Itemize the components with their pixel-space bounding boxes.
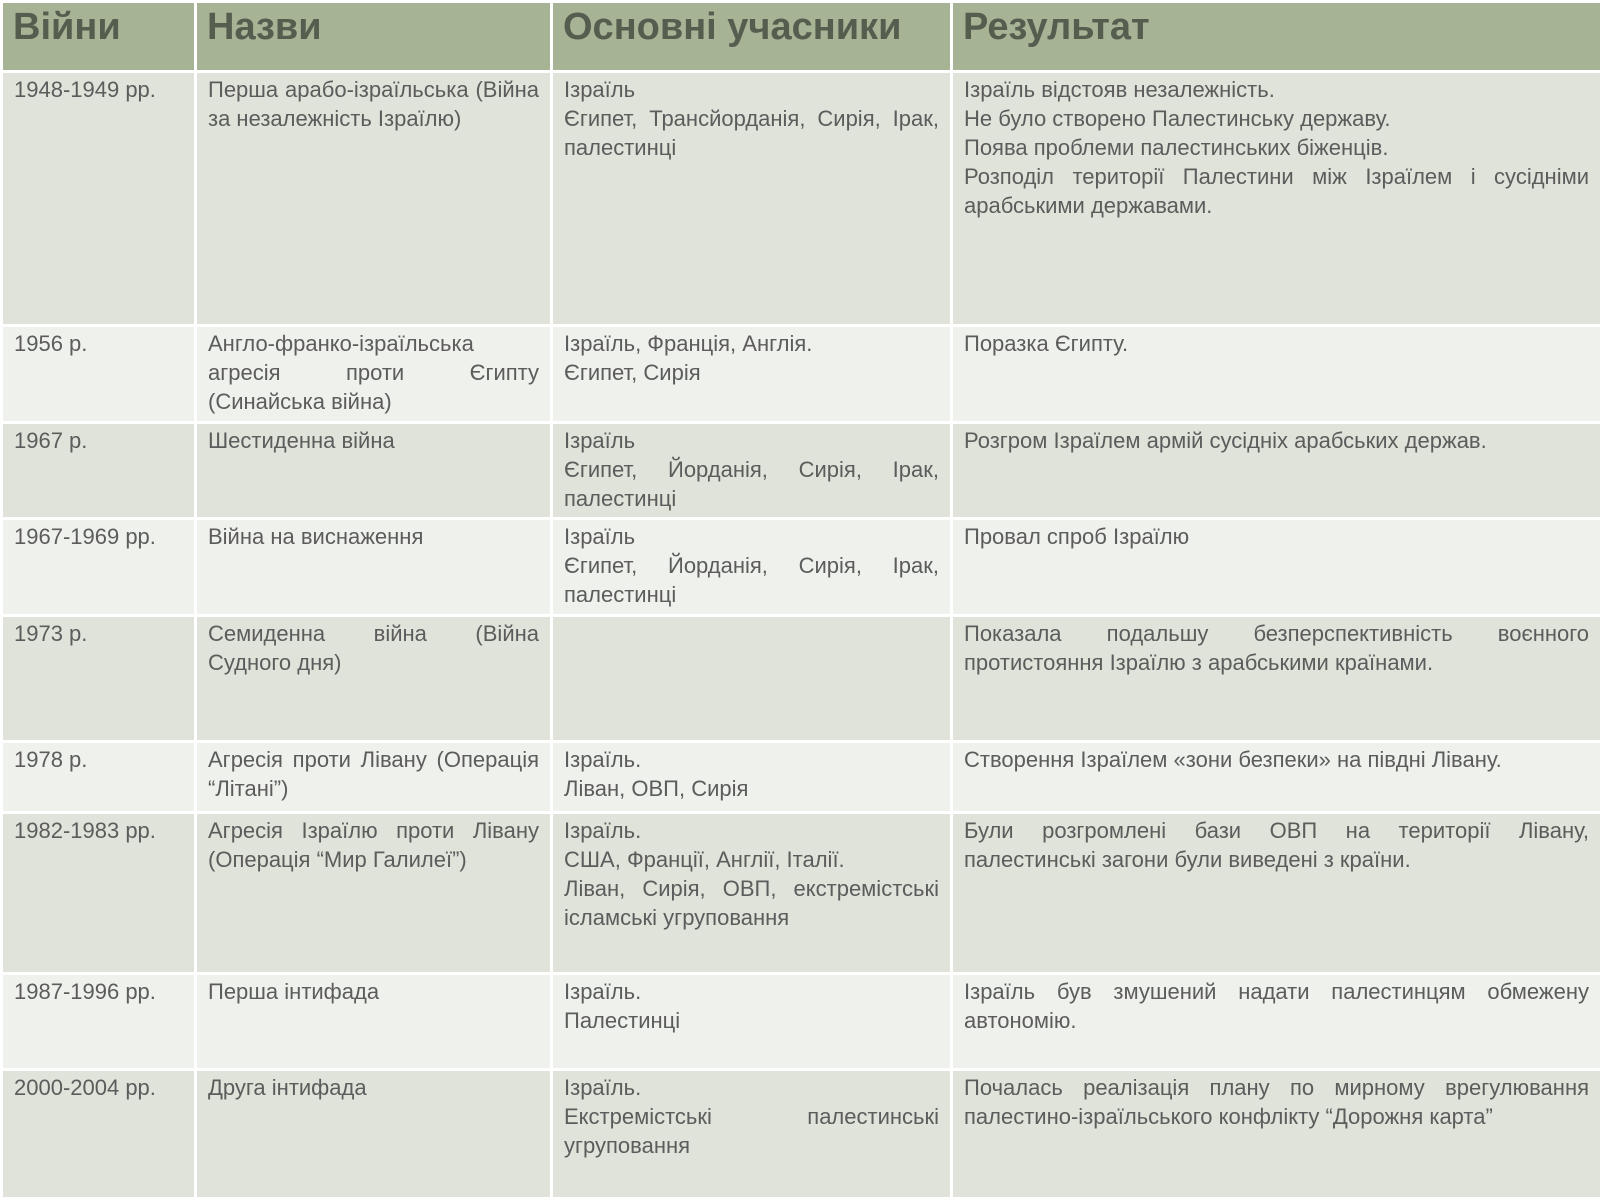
table-row	[2, 974, 1600, 1070]
result-line: Почалась реалізація плану по мирному врегулювання палестино-ізраїльського конфлікту “Дорожня карта”	[964, 1075, 1589, 1129]
result-line: Поява проблеми палестинських біженців.	[964, 135, 1389, 160]
table-row	[2, 742, 1600, 813]
participants-line: Ізраїль	[564, 428, 636, 453]
participants-line: Єгипет, Трансйорданія, Сирія, Ірак, палестинці	[564, 106, 939, 160]
participants-line: Ізраїль	[564, 77, 636, 102]
result-line: Розподіл території Палестини між Ізраїлем і сусідніми арабськими державами.	[964, 164, 1589, 218]
participants-line: Єгипет, Йорданія, Сирія, Ірак, палестинці	[564, 553, 939, 607]
result-line: Показала подальшу безперспективність воєнного протистояння Ізраїлю з арабськими країнами.	[964, 621, 1589, 675]
table-row	[2, 72, 1600, 326]
participants-line: Ліван, ОВП, Сирія	[564, 776, 749, 801]
name-cell: Агресія проти Лівану (Операція “Літані”)	[196, 742, 552, 813]
result-cell	[952, 519, 1600, 616]
result-cell	[952, 423, 1600, 519]
header-participants: Основні учасники	[552, 2, 952, 72]
result-cell	[952, 813, 1600, 974]
result-cell	[952, 742, 1600, 813]
result-cell	[952, 1070, 1600, 1199]
participants-line: Ізраїль.	[564, 979, 642, 1004]
participants-line: Ізраїль.	[564, 1075, 642, 1100]
name-cell: Війна на виснаження	[196, 519, 552, 616]
header-wars: Війни	[2, 2, 196, 72]
period-cell: 1967 р.	[2, 423, 196, 519]
period-cell: 1982-1983 рр.	[2, 813, 196, 974]
name-cell: Англо-франко-ізраїльська агресія проти Єгипту (Синайська війна)	[196, 326, 552, 423]
participants-cell	[552, 616, 952, 742]
participants-cell	[552, 742, 952, 813]
participants-line: США, Франції, Англії, Італії.	[564, 847, 845, 872]
participants-line: Ізраїль, Франція, Англія.	[564, 331, 813, 356]
participants-cell	[552, 1070, 952, 1199]
table-row	[2, 813, 1600, 974]
result-line: Ізраїль відстояв незалежність.	[964, 77, 1275, 102]
name-cell: Перша інтифада	[196, 974, 552, 1070]
result-line: Не було створено Палестинську державу.	[964, 106, 1391, 131]
participants-line: Ізраїль	[564, 524, 636, 549]
participants-line: Ізраїль.	[564, 818, 642, 843]
header-row	[2, 2, 1600, 72]
result-line: Створення Ізраїлем «зони безпеки» на півдні Лівану.	[964, 747, 1502, 772]
name-cell: Перша арабо-ізраїльська (Війна за незалежність Ізраїлю)	[196, 72, 552, 326]
result-cell	[952, 326, 1600, 423]
result-line: Ізраїль був змушений надати палестинцям обмежену автономію.	[964, 979, 1589, 1033]
result-line: Розгром Ізраїлем армій сусідніх арабських держав.	[964, 428, 1487, 453]
period-cell: 1987-1996 рр.	[2, 974, 196, 1070]
table-row	[2, 616, 1600, 742]
header-result: Результат	[952, 2, 1600, 72]
period-cell: 2000-2004 рр.	[2, 1070, 196, 1199]
table-row	[2, 326, 1600, 423]
period-cell: 1967-1969 рр.	[2, 519, 196, 616]
table-row	[2, 1070, 1600, 1199]
result-cell	[952, 974, 1600, 1070]
name-cell: Шестиденна війна	[196, 423, 552, 519]
participants-cell	[552, 423, 952, 519]
result-cell	[952, 72, 1600, 326]
result-line: Провал спроб Ізраїлю	[964, 524, 1190, 549]
period-cell: 1973 р.	[2, 616, 196, 742]
result-line: Були розгромлені бази ОВП на території Лівану, палестинські загони були виведені з країни.	[964, 818, 1589, 872]
header-names: Назви	[196, 2, 552, 72]
participants-cell	[552, 72, 952, 326]
participants-line: Єгипет, Сирія	[564, 360, 701, 385]
participants-line: Палестинці	[564, 1008, 681, 1033]
name-cell: Друга інтифада	[196, 1070, 552, 1199]
participants-line: Єгипет, Йорданія, Сирія, Ірак, палестинці	[564, 457, 939, 511]
table-row	[2, 423, 1600, 519]
participants-line: Ліван, Сирія, ОВП, екстремістські ісламські угруповання	[564, 876, 939, 930]
period-cell: 1956 р.	[2, 326, 196, 423]
name-cell: Семиденна війна (Війна Судного дня)	[196, 616, 552, 742]
participants-cell	[552, 974, 952, 1070]
participants-line: Ізраїль.	[564, 747, 642, 772]
result-cell	[952, 616, 1600, 742]
participants-cell	[552, 813, 952, 974]
participants-line: Екстремістські палестинські угруповання	[564, 1104, 939, 1158]
result-line: Поразка Єгипту.	[964, 331, 1129, 356]
table-row	[2, 519, 1600, 616]
period-cell: 1978 р.	[2, 742, 196, 813]
period-cell: 1948-1949 рр.	[2, 72, 196, 326]
participants-cell	[552, 519, 952, 616]
participants-cell	[552, 326, 952, 423]
name-cell: Агресія Ізраїлю проти Лівану (Операція “Мир Галилеї”)	[196, 813, 552, 974]
